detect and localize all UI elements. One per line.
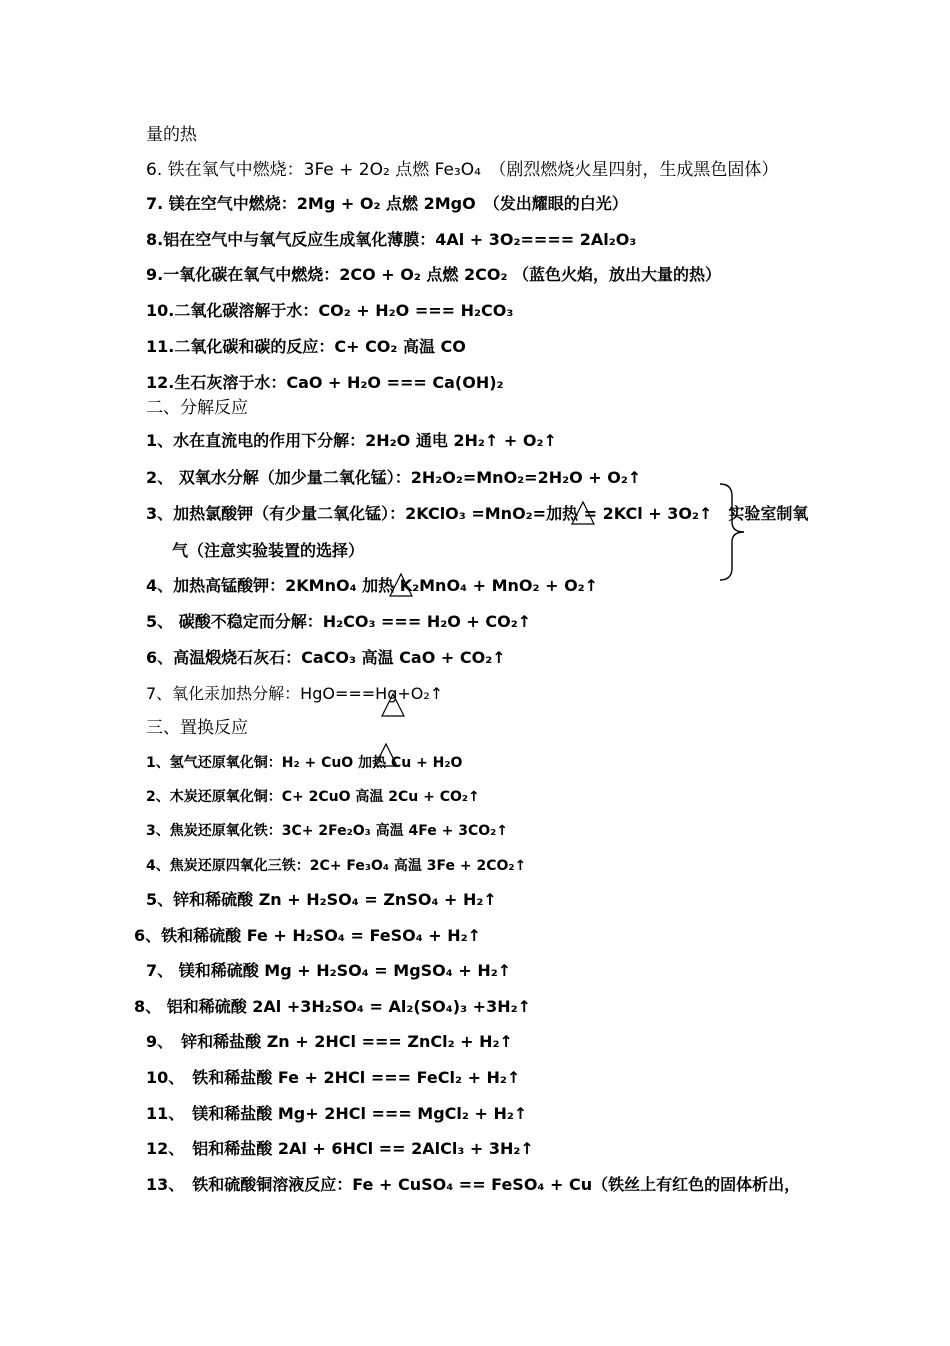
line-3: 8.铝在空气中与氧气反应生成氧化薄膜：4Al + 3O₂==== 2Al₂O₃: [146, 230, 637, 249]
line-2: 7. 镁在空气中燃烧：2Mg + O₂ 点燃 2MgO （发出耀眼的白光）: [146, 194, 628, 213]
line-18: 1、氢气还原氧化铜：H₂ + CuO 加热 Cu + H₂O: [146, 755, 463, 771]
line-11: 3、加热氯酸钾（有少量二氧化锰）：2KClO₃ =MnO₂=加热 = 2KCl + 3O₂↑ 实验室制氧: [146, 504, 809, 523]
line-28: 11、 镁和稀盐酸 Mg+ 2HCl === MgCl₂ + H₂↑: [146, 1104, 528, 1123]
heat-triangle-icon: [570, 500, 596, 526]
section-heading-decomposition: 二、分解反应: [146, 398, 248, 418]
heat-triangle-icon: [380, 692, 406, 718]
line-14: 5、 碳酸不稳定而分解：H₂CO₃ === H₂O + CO₂↑: [146, 612, 532, 631]
line-24: 7、 镁和稀硫酸 Mg + H₂SO₄ = MgSO₄ + H₂↑: [146, 961, 512, 980]
line-15: 6、高温煅烧石灰石：CaCO₃ 高温 CaO + CO₂↑: [146, 648, 506, 667]
line-21: 4、焦炭还原四氧化三铁：2C+ Fe₃O₄ 高温 3Fe + 2CO₂↑: [146, 858, 527, 874]
line-9: 1、水在直流电的作用下分解：2H₂O 通电 2H₂↑ + O₂↑: [146, 431, 557, 450]
line-19: 2、木炭还原氧化铜：C+ 2CuO 高温 2Cu + CO₂↑: [146, 789, 480, 805]
line-23: 6、铁和稀硫酸 Fe + H₂SO₄ = FeSO₄ + H₂↑: [134, 926, 482, 945]
section-heading-displacement: 三、置换反应: [146, 718, 248, 738]
line-1: 6. 铁在氧气中燃烧：3Fe + 2O₂ 点燃 Fe₃O₄ （剧烈燃烧火星四射，生成黑色固体）: [146, 160, 779, 180]
line-22: 5、锌和稀硫酸 Zn + H₂SO₄ = ZnSO₄ + H₂↑: [146, 890, 497, 909]
line-4: 9.一氧化碳在氧气中燃烧：2CO + O₂ 点燃 2CO₂ （蓝色火焰，放出大量的热）: [146, 265, 722, 284]
heat-triangle-icon: [388, 572, 414, 598]
line-26: 9、 锌和稀盐酸 Zn + 2HCl === ZnCl₂ + H₂↑: [146, 1032, 513, 1051]
line-12: 气（注意实验装置的选择）: [172, 541, 365, 560]
line-0: 量的热: [146, 125, 197, 145]
right-brace-icon: [718, 482, 746, 582]
line-20: 3、焦炭还原氧化铁：3C+ 2Fe₂O₃ 高温 4Fe + 3CO₂↑: [146, 823, 508, 839]
line-5: 10.二氧化碳溶解于水：CO₂ + H₂O === H₂CO₃: [146, 301, 514, 320]
line-13: 4、加热高锰酸钾：2KMnO₄ 加热 K₂MnO₄ + MnO₂ + O₂↑: [146, 576, 599, 595]
line-29: 12、 铝和稀盐酸 2Al + 6HCl == 2AlCl₃ + 3H₂↑: [146, 1139, 534, 1158]
line-25: 8、 铝和稀硫酸 2Al +3H₂SO₄ = Al₂(SO₄)₃ +3H₂↑: [134, 997, 532, 1016]
line-10: 2、 双氧水分解（加少量二氧化锰）：2H₂O₂=MnO₂=2H₂O + O₂↑: [146, 468, 642, 487]
line-16: 7、氧化汞加热分解：HgO===Hg+O₂↑: [146, 684, 444, 703]
line-6: 11.二氧化碳和碳的反应：C+ CO₂ 高温 CO: [146, 337, 466, 356]
line-30: 13、 铁和硫酸铜溶液反应：Fe + CuSO₄ == FeSO₄ + Cu（铁丝上有红色的固体析出，: [146, 1175, 801, 1194]
heat-triangle-icon: [373, 742, 399, 768]
line-27: 10、 铁和稀盐酸 Fe + 2HCl === FeCl₂ + H₂↑: [146, 1068, 521, 1087]
line-7: 12.生石灰溶于水：CaO + H₂O === Ca(OH)₂: [146, 373, 504, 392]
